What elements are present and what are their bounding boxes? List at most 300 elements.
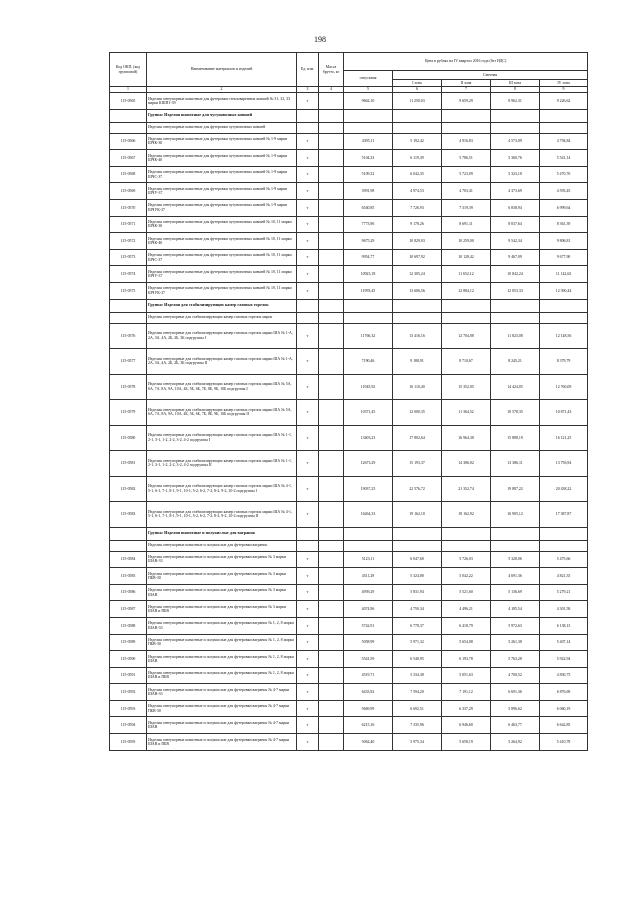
price-zone-4-cell: 9 677,90 [540,249,588,266]
price-zone-4-cell: 4 794,84 [540,133,588,150]
price-wholesale-cell: 6433,92 [344,684,393,701]
name-cell: Изделия огнеупорные шамотные для футеровки чугуновозных ковшей № 1-9 марки ШЧУК-37 [147,199,297,216]
price-zone-3-cell: 10 578,35 [491,400,540,426]
name-cell: Изделия огнеупорные шамотные для футеровки чугуновозных ковшей № 10, 11 марки ШЧУК-37 [147,282,297,299]
table-row [110,634,588,651]
name-cell: Изделия огнеупорные шамотные и полукислые для футеровки вагранок № 3 марки ШАВ и ПБВ [147,601,297,618]
name-cell: Изделия огнеупорные для стабилизирующих камер газовых горелок марок [147,312,297,323]
code-cell [110,109,147,122]
mass-cell [319,667,344,684]
mass-cell [319,122,344,133]
unit-cell: т [297,93,319,110]
group-row [110,299,588,312]
price-wholesale-cell: 11993,45 [344,282,393,299]
code-cell [110,540,147,551]
unit-cell: т [297,183,319,200]
price-zone-4-cell: 11 142,63 [540,266,588,283]
price-zone-1-cell [393,109,442,122]
price-zone-3-cell [491,109,540,122]
price-zone-2-cell [442,299,491,312]
price-wholesale-cell: 5104,33 [344,150,393,167]
price-wholesale-cell: 4074,96 [344,601,393,618]
price-zone-1-cell: 5 334,38 [393,667,442,684]
price-zone-3-cell: 15 888,19 [491,425,540,451]
price-zone-1-cell: 9 188,91 [393,349,442,375]
price-wholesale-cell: 5669,99 [344,700,393,717]
price-zone-1-cell: 11 250,03 [393,93,442,110]
price-zone-4-cell: 5 410,78 [540,734,588,751]
mass-cell [319,584,344,601]
code-cell: 115-0565 [110,93,147,110]
name-cell: Изделия огнеупорные шамотные и полукислые для футеровки вагранок № 1, 2, 8 марки ШАВ [147,651,297,668]
price-zone-3-cell [491,527,540,540]
name-cell: Изделия огнеупорные для стабилизирующих камер газовых горелок марки ША № 1-1, 2-1, 3-1, 1-2, 2-2, 3-2, 4-2 подгруппы I [147,425,297,451]
unit-cell: т [297,249,319,266]
price-zone-1-cell [393,122,442,133]
mass-cell [319,617,344,634]
price-zone-4-cell: 12 148,56 [540,323,588,349]
name-cell: Группа: Изделия для стабилизирующих камер газовых горелок [147,299,297,312]
mass-cell [319,502,344,528]
group-row [110,109,588,122]
price-wholesale-cell [344,312,393,323]
price-zone-4-cell: 4 593,45 [540,183,588,200]
table-row [110,233,588,250]
price-zone-2-cell: 21 352,74 [442,476,491,502]
price-zone-3-cell: 9 467,09 [491,249,540,266]
unit-cell: т [297,323,319,349]
mass-cell [319,282,344,299]
col-number: 9 [540,87,588,93]
price-zone-1-cell: 5 192,42 [393,133,442,150]
price-wholesale-cell: 9954,77 [344,249,393,266]
price-wholesale-cell: 10923,18 [344,266,393,283]
code-cell: 115-0586 [110,584,147,601]
price-zone-2-cell: 12 884,12 [442,282,491,299]
price-wholesale-cell: 4511,29 [344,568,393,585]
price-wholesale-cell: 19037,25 [344,476,393,502]
price-zone-4-cell: 5 475,66 [540,551,588,568]
unit-cell: т [297,502,319,528]
price-zone-2-cell: 9 659,29 [442,93,491,110]
price-wholesale-cell: 5109,32 [344,166,393,183]
code-cell [110,122,147,133]
mass-cell [319,425,344,451]
price-zone-2-cell: 12 704,08 [442,323,491,349]
price-zone-4-cell: 6 060,19 [540,700,588,717]
price-zone-3-cell: 10 842,24 [491,266,540,283]
price-zone-2-cell: 4 916,83 [442,133,491,150]
mass-cell [319,400,344,426]
code-cell: 115-0574 [110,266,147,283]
unit-cell [297,109,319,122]
name-cell: Изделия огнеупорные шамотные и полукислые для футеровки вагранок № 4-7 марки ШАВ [147,717,297,734]
name-cell: Изделия огнеупорные шамотные и полукислые для футеровки вагранок № 3 марки ПБВ-30 [147,568,297,585]
unit-cell: т [297,374,319,400]
price-zone-2-cell [442,540,491,551]
price-zone-3-cell: 6 691,36 [491,684,540,701]
unit-cell: т [297,476,319,502]
table-row [110,700,588,717]
table-row [110,617,588,634]
code-cell: 115-0566 [110,133,147,150]
price-zone-3-cell [491,299,540,312]
unit-cell [297,540,319,551]
name-cell: Изделия огнеупорные для стабилизирующих камер газовых горелок марки ША № 1-1, 2-1, 3-1, 1-2, 2-2, 3-2, 4-2 подгруппы II [147,451,297,477]
name-cell: Группа: Изделия шамотные для чугуновозных ковшей [147,109,297,122]
price-zone-2-cell: 5 726,03 [442,551,491,568]
code-cell: 115-0595 [110,734,147,751]
price-zone-3-cell [491,540,540,551]
mass-cell [319,109,344,122]
price-wholesale-cell: 4959,29 [344,584,393,601]
table-row [110,349,588,375]
unit-cell: т [297,651,319,668]
name-cell: Изделия огнеупорные шамотные для футеровки чугуновозных ковшей № 10, 11 марки ШЧУ-37 [147,266,297,283]
price-wholesale-cell: 3991,98 [344,183,393,200]
price-zone-3-cell: 8 962,31 [491,93,540,110]
table-row [110,166,588,183]
price-zone-2-cell: 8 710,67 [442,349,491,375]
price-wholesale-cell: 5742,91 [344,617,393,634]
price-zone-4-cell: 12 390,44 [540,282,588,299]
unit-cell: т [297,717,319,734]
price-zone-1-cell: 5 975,34 [393,734,442,751]
price-zone-2-cell: 7 191,12 [442,684,491,701]
table-row [110,651,588,668]
mass-cell [319,199,344,216]
unit-cell: т [297,199,319,216]
price-zone-1-cell: 10 697,92 [393,249,442,266]
mass-cell [319,700,344,717]
code-cell: 115-0582 [110,476,147,502]
name-cell: Изделия огнеупорные шамотные для футеровки чугуновозных ковшей № 1-9 марки ШЧК-30 [147,133,297,150]
price-wholesale-cell: 11766,32 [344,323,393,349]
price-zone-3-cell: 5 896,62 [491,700,540,717]
unit-cell: т [297,282,319,299]
price-zone-3-cell [491,312,540,323]
header-zone-2: II зона [442,80,491,87]
name-cell: Изделия огнеупорные шамотные для футеровки чугуновозных ковшей № 1-9 марки ШЧК-40 [147,150,297,167]
mass-cell [319,216,344,233]
code-cell: 115-0592 [110,684,147,701]
price-zone-2-cell [442,527,491,540]
price-zone-2-cell: 18 162,92 [442,502,491,528]
price-zone-2-cell [442,312,491,323]
name-cell: Изделия огнеупорные шамотные для футеровки чугуновозных ковшей № 1-9 марки ШЧУ-37 [147,183,297,200]
col-number: 4 [319,87,344,93]
price-zone-2-cell: 16 964,38 [442,425,491,451]
price-zone-3-cell: 4 185,54 [491,601,540,618]
code-cell: 115-0575 [110,282,147,299]
table-row [110,282,588,299]
table-row [110,249,588,266]
mass-cell [319,299,344,312]
price-zone-4-cell: 6 876,69 [540,684,588,701]
name-cell: Изделия огнеупорные шамотные и полукислые для футеровки вагранок № 3 марки ШАВ-33 [147,551,297,568]
col-number: 3 [297,87,319,93]
price-zone-1-cell: 17 802,64 [393,425,442,451]
price-zone-4-cell [540,312,588,323]
name-cell: Изделия огнеупорные шамотные и полукислые для футеровки вагранок [147,540,297,551]
name-cell: Изделия огнеупорные для стабилизирующих камер газовых горелок марки ША № 5А, 6А, 7А, 8А, 9А, 10А, 4Б, 5Б, 6Б, 7Б, 8Б, 9Б, 10Б подгруппы I [147,374,297,400]
price-wholesale-cell: 4395,11 [344,133,393,150]
price-zone-3-cell: 5 763,28 [491,651,540,668]
code-cell: 115-0587 [110,601,147,618]
table-row [110,717,588,734]
price-zone-1-cell [393,312,442,323]
price-zone-4-cell: 5 279,21 [540,584,588,601]
header-estimate: Сметная [393,71,588,80]
price-zone-2-cell [442,122,491,133]
price-wholesale-cell: 13403,23 [344,425,393,451]
price-zone-4-cell: 9 806,81 [540,233,588,250]
price-zone-4-cell: 16 121,25 [540,425,588,451]
price-wholesale-cell: 5058,99 [344,634,393,651]
unit-cell [297,312,319,323]
mass-cell [319,233,344,250]
code-cell: 115-0580 [110,425,147,451]
price-wholesale-cell [344,540,393,551]
table-row [110,667,588,684]
header-name: Наименование материалов и изделий [147,53,297,87]
name-cell: Изделия огнеупорные шамотные для футеровки стекловаренных ковшей № 31, 32, 33 марки КШП1-39 [147,93,297,110]
price-table [109,52,588,751]
code-cell: 115-0581 [110,451,147,477]
price-zone-4-cell: 5 470,76 [540,166,588,183]
price-zone-1-cell: 6 119,39 [393,150,442,167]
price-zone-2-cell: 6 946,60 [442,717,491,734]
unit-cell: т [297,150,319,167]
price-zone-4-cell [540,122,588,133]
table-row [110,584,588,601]
mass-cell [319,684,344,701]
price-zone-1-cell: 16 110,40 [393,374,442,400]
col-number: 5 [344,87,393,93]
header-mass: Масса брутто, кг [319,53,344,87]
price-zone-2-cell [442,109,491,122]
price-zone-1-cell: 13 606,56 [393,282,442,299]
price-zone-3-cell: 5 261,38 [491,634,540,651]
unit-cell [297,299,319,312]
col-number: 7 [442,87,491,93]
unit-cell: т [297,568,319,585]
code-cell: 115-0569 [110,183,147,200]
header-zone-1: I зона [393,80,442,87]
unit-cell [297,122,319,133]
price-zone-3-cell: 5 328,06 [491,551,540,568]
price-zone-4-cell: 12 760,09 [540,374,588,400]
price-zone-2-cell: 6 337,29 [442,700,491,717]
name-cell: Изделия огнеупорные для стабилизирующих камер газовых горелок марки ША № 4-1, 5-1, 6-1, 7-1, 8-1, 9-1, 10-1, 5-2, 6-2, 7-2, 8-2, 9-2, 10-2 подгруппы II [147,502,297,528]
header-zone-3: III зона [491,80,540,87]
price-zone-1-cell: 5 324,80 [393,568,442,585]
price-zone-4-cell: 6 642,85 [540,717,588,734]
mass-cell [319,150,344,167]
price-zone-4-cell: 6 138,13 [540,617,588,634]
unit-cell: т [297,584,319,601]
price-wholesale-cell: 12673,29 [344,451,393,477]
price-zone-1-cell: 4 974,53 [393,183,442,200]
table-row [110,323,588,349]
code-cell: 115-0577 [110,349,147,375]
code-cell: 115-0571 [110,216,147,233]
price-zone-4-cell: 8 361,39 [540,216,588,233]
code-cell: 115-0583 [110,502,147,528]
unit-cell: т [297,684,319,701]
code-cell: 115-0584 [110,551,147,568]
col-number: 6 [393,87,442,93]
name-cell: Изделия огнеупорные для стабилизирующих камер газовых горелок марки ША № 4-1, 5-1, 6-1, 7-1, 8-1, 9-1, 10-1, 5-2, 6-2, 7-2, 8-2, 9-2, 10-2 подгруппы I [147,476,297,502]
table-row [110,199,588,216]
price-wholesale-cell [344,122,393,133]
price-zone-3-cell: 16 905,12 [491,502,540,528]
price-zone-2-cell: 4 496,21 [442,601,491,618]
name-cell: Изделия огнеупорные шамотные и полукислые для футеровки вагранок № 3 марки ШАВ [147,584,297,601]
price-zone-2-cell: 5 723,09 [442,166,491,183]
table-row [110,183,588,200]
name-cell: Изделия огнеупорные шамотные и полукислые для футеровки вагранок № 1, 2, 8 марки ШАВ и ПБВ [147,667,297,684]
price-wholesale-cell [344,109,393,122]
mass-cell [319,374,344,400]
unit-cell: т [297,451,319,477]
price-wholesale-cell: 9675,29 [344,233,393,250]
price-zone-4-cell [540,540,588,551]
mass-cell [319,323,344,349]
unit-cell: т [297,734,319,751]
price-wholesale-cell: 5062,40 [344,734,393,751]
col-number: 2 [147,87,297,93]
price-zone-1-cell [393,299,442,312]
price-zone-1-cell: 13 416,16 [393,323,442,349]
price-zone-4-cell: 20 438,22 [540,476,588,502]
table-row [110,266,588,283]
price-zone-3-cell: 12 053,33 [491,282,540,299]
price-zone-2-cell: 11 364,52 [442,400,491,426]
price-zone-3-cell: 4 700,52 [491,667,540,684]
name-cell: Изделия огнеупорные для стабилизирующих камер газовых горелок марки ША № 1-А, 2А, 3А, 4А, 2Б, 2Б, 3Б подгруппы II [147,349,297,375]
header-unit: Ед. изм. [297,53,319,87]
group-row [110,527,588,540]
subgroup-row [110,312,588,323]
table-row [110,734,588,751]
mass-cell [319,568,344,585]
price-wholesale-cell: 6540,85 [344,199,393,216]
table-body [110,93,588,751]
table-row [110,451,588,477]
mass-cell [319,540,344,551]
code-cell: 115-0570 [110,199,147,216]
code-cell: 115-0572 [110,233,147,250]
price-wholesale-cell [344,299,393,312]
unit-cell: т [297,266,319,283]
price-zone-3-cell: 4 373,69 [491,183,540,200]
table-row [110,400,588,426]
unit-cell: т [297,425,319,451]
table-row [110,93,588,110]
code-cell: 115-0579 [110,400,147,426]
table-row [110,601,588,618]
price-zone-2-cell: 10 128,42 [442,249,491,266]
price-zone-2-cell: 4 703,41 [442,183,491,200]
name-cell: Изделия огнеупорные шамотные и полукислые для футеровки вагранок № 4-7 марки ПБВ-30 [147,700,297,717]
table-row [110,216,588,233]
table-row [110,476,588,502]
table-row [110,374,588,400]
header-wholesale: отпускная [344,71,393,87]
unit-cell: т [297,617,319,634]
code-cell: 115-0591 [110,667,147,684]
price-zone-2-cell: 14 386,02 [442,451,491,477]
price-zone-4-cell: 4 830,75 [540,667,588,684]
unit-cell: т [297,400,319,426]
mass-cell [319,601,344,618]
price-wholesale-cell: 7190,46 [344,349,393,375]
code-cell: 115-0567 [110,150,147,167]
name-cell: Изделия огнеупорные для стабилизирующих камер газовых горелок марки ША № 5А, 6А, 7А, 8А, 9А, 10А, 4Б, 5Б, 6Б, 7Б, 8Б, 9Б, 10Б подгруппы II [147,400,297,426]
name-cell: Изделия огнеупорные шамотные для футеровки чугуновозных ковшей № 10, 11 марки ШЧК-30 [147,216,297,233]
name-cell: Изделия огнеупорные шамотные и полукислые для футеровки вагранок № 4-7 марки ШАВ-33 [147,684,297,701]
price-zone-4-cell: 5 922,94 [540,651,588,668]
mass-cell [319,551,344,568]
name-cell: Изделия огнеупорные шамотные для футеровки чугуновозных ковшей № 10, 11 марки ШЧК-40 [147,233,297,250]
price-zone-3-cell: 11 823,08 [491,323,540,349]
unit-cell: т [297,634,319,651]
page-number: 198 [314,35,326,44]
name-cell: Группа: Изделия шамотные и полукислые для вагранок [147,527,297,540]
price-wholesale-cell [344,527,393,540]
subgroup-row [110,122,588,133]
mass-cell [319,734,344,751]
price-zone-1-cell: 9 178,26 [393,216,442,233]
unit-cell: т [297,166,319,183]
price-zone-1-cell: 7 594,20 [393,684,442,701]
mass-cell [319,717,344,734]
price-wholesale-cell: 7773,96 [344,216,393,233]
name-cell: Изделия огнеупорные шамотные и полукислые для футеровки вагранок № 4-7 марки ШАВ и ПБВ [147,734,297,751]
code-cell: 115-0589 [110,634,147,651]
price-zone-4-cell: 9 226,62 [540,93,588,110]
price-zone-1-cell [393,527,442,540]
code-cell: 115-0594 [110,717,147,734]
price-zone-1-cell: 19 162,10 [393,502,442,528]
price-zone-3-cell: 5 972,63 [491,617,540,634]
price-zone-2-cell: 5 521,60 [442,584,491,601]
price-zone-4-cell [540,299,588,312]
price-zone-4-cell: 13 756,94 [540,451,588,477]
table-row [110,568,588,585]
unit-cell: т [297,601,319,618]
header-zone-4: IV зона [540,80,588,87]
price-zone-4-cell: 17 387,87 [540,502,588,528]
col-number: 8 [491,87,540,93]
code-cell [110,312,147,323]
price-zone-3-cell: 5 264,92 [491,734,540,751]
code-cell: 115-0573 [110,249,147,266]
name-cell: Изделия огнеупорные шамотные для футеровки чугуновозных ковшей [147,122,297,133]
unit-cell [297,527,319,540]
price-zone-3-cell: 14 424,05 [491,374,540,400]
mass-cell [319,634,344,651]
unit-cell: т [297,700,319,717]
price-zone-4-cell [540,527,588,540]
price-zone-2-cell: 11 652,12 [442,266,491,283]
price-zone-1-cell: 6 540,95 [393,651,442,668]
price-zone-2-cell: 7 319,39 [442,199,491,216]
price-zone-1-cell [393,540,442,551]
mass-cell [319,133,344,150]
price-zone-3-cell: 5 323,18 [491,166,540,183]
